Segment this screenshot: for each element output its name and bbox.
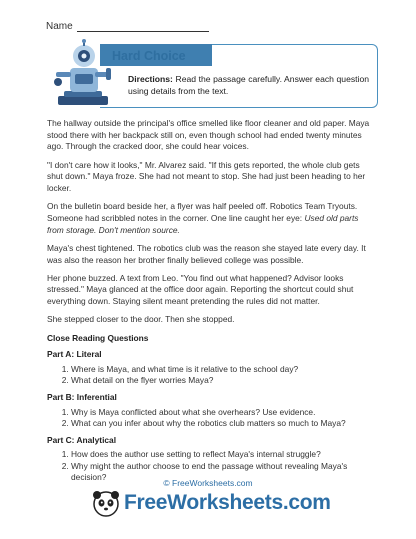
name-field[interactable] [46,21,209,32]
robot-illustration-icon [50,38,116,108]
passage-paragraph: "I don't care how it looks," Mr. Alvarez said. "If this gets reported, the whole club gets shut down." Maya froze. She had not meant to stop. She had just been heading to her locker. [47,159,366,194]
directions [128,73,369,97]
part-b-title: Part B: Inferential [47,391,117,402]
part-b-questions [47,407,375,430]
question-item: 1. How does the author use setting to reflect Maya's internal struggle? [71,449,375,461]
logo-worksheets: Worksheets [167,491,283,514]
question-item: 2. What can you infer about why the robotics club matters so much to Maya? [71,418,375,430]
directions-text: Read the passage carefully. Answer each question using details from the text. [128,74,370,96]
part-a-questions [47,364,375,387]
logo-free: Free [124,491,168,514]
passage-paragraph: Maya's chest tightened. The robotics club was the reason she stayed late every day. It was also the reason her brother finally believed college was possible. [47,242,366,265]
question-item: 1. Where is Maya, and what time is it relative to the school day? [71,364,375,376]
logo-com: .com [282,491,331,514]
passage-paragraph: She stepped closer to the door. Then she stopped. [47,314,235,325]
question-item: 1. Why is Maya conflicted about what she overhears? Use evidence. [71,407,375,419]
name-blank-line[interactable] [77,22,209,32]
question-item: 2. Why might the author choose to end the passage without revealing Maya's decision? [71,461,375,484]
question-item: 2. What detail on the flyer worries Maya? [71,375,375,387]
questions-section-title: Close Reading Questions [47,332,149,343]
passage-paragraph: Her phone buzzed. A text from Leo. "You find out what happened? Advisor looks stressed." Maya glanced at the office door again. Reporting the shortcut could shut everything down. Staying silent meant pretending the rules did not matter. [47,272,354,307]
page-title: Hard Choice [112,49,186,63]
flyer-note: Used old parts from storage. Don't mention source. [47,212,359,235]
footer-url-link[interactable]: © FreeWorksheets.com [163,478,253,488]
part-c-title: Part C: Analytical [47,434,117,445]
passage-text: On the bulletin board beside her, a flyer was half peeled off. Robotics Team Tryouts. Someone had scribbled notes in the corner. One line caught her eye: [47,201,358,223]
passage-paragraph [47,201,375,236]
panda-icon [93,491,119,516]
directions-label: Directions: [128,74,173,84]
passage-paragraph: The hallway outside the principal's office smelled like floor cleaner and old paper. Maya stood there with her backpack still on, even though school had ended twenty minutes ago. Through the cracked door, she could hear voices. [47,118,370,152]
logo-wordmark [124,491,331,515]
part-a-title: Part A: Literal [47,349,102,360]
passage [47,118,375,488]
name-label: Name [46,21,73,32]
